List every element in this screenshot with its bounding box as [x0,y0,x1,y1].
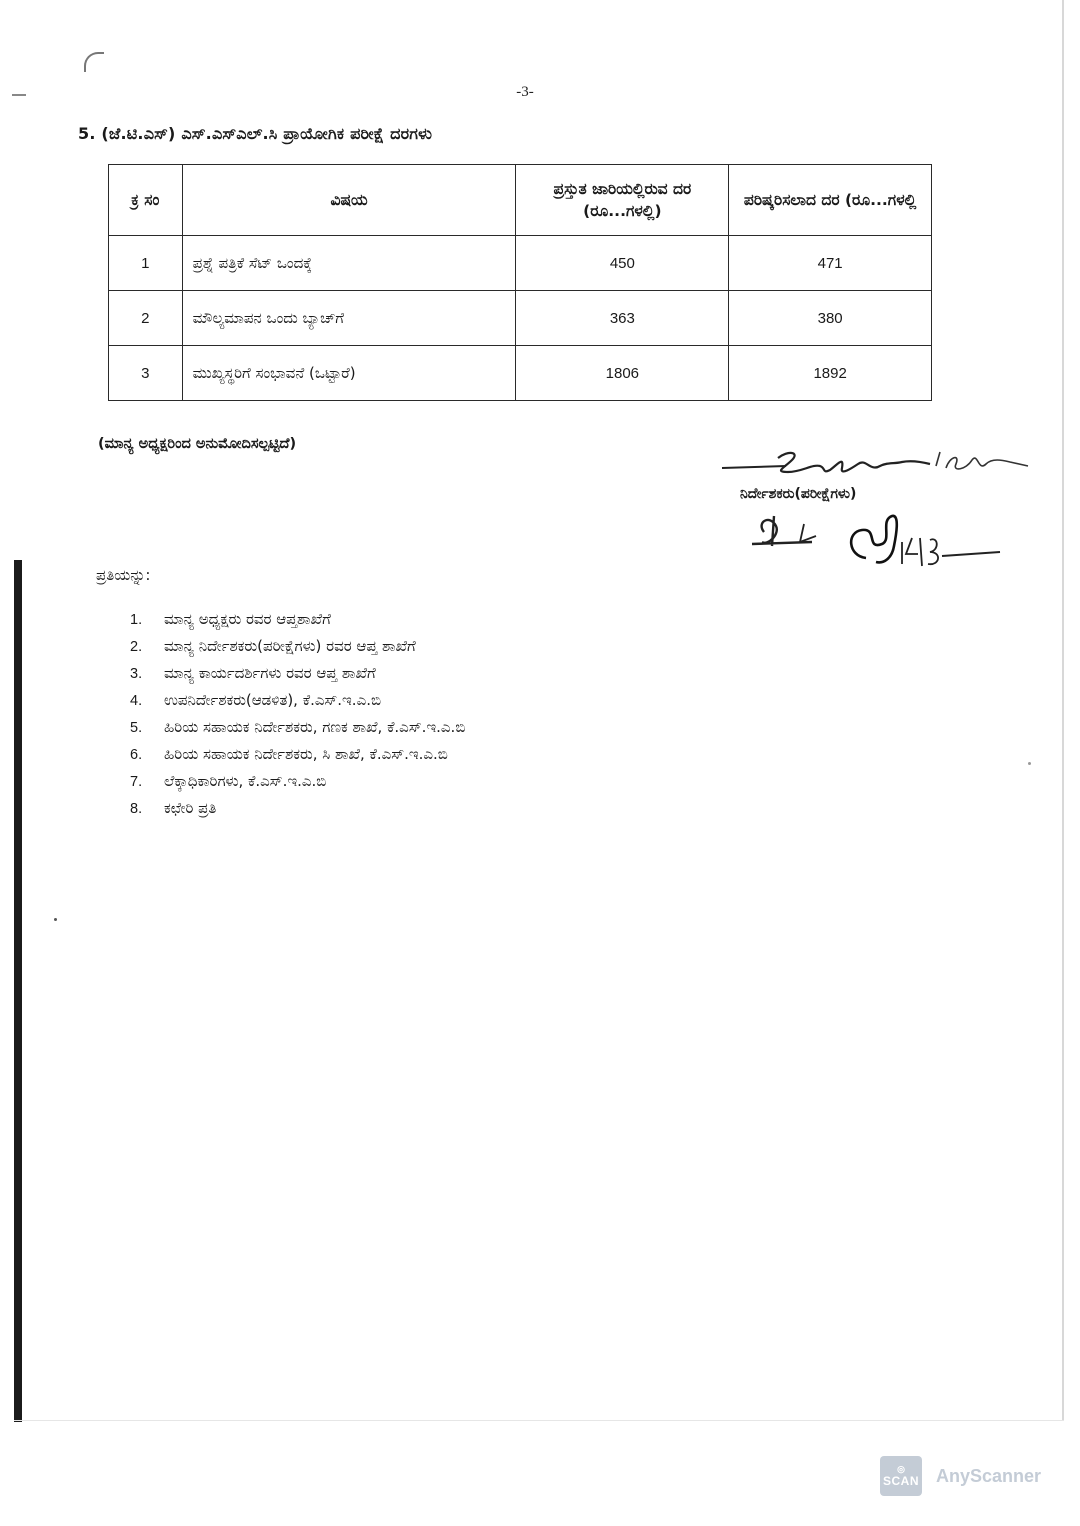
list-text: ಮಾನ್ಯ ನಿರ್ದೇಶಕರು(ಪರೀಕ್ಷೆಗಳು) ರವರ ಆಪ್ತ ಶಾಖೆಗೆ [164,637,416,655]
list-item [130,741,465,768]
list-text: ಹಿರಿಯ ಸಹಾಯಕ ನಿರ್ದೇಶಕರು, ಸಿ ಶಾಖೆ, ಕೆ.ಎಸ್.ಇ.ಎ.ಬಿ [164,745,448,763]
header-serial: ಕ್ರ ಸಂ [109,165,183,236]
cell-current-rate: 1806 [516,346,729,401]
list-text: ಉಪನಿರ್ದೇಶಕರು(ಆಡಳಿತ), ಕೆ.ಎಸ್.ಇ.ಎ.ಬಿ [164,691,382,709]
list-item [130,633,465,660]
cell-revised-rate: 380 [729,291,932,346]
table-row [109,236,932,291]
cell-revised-rate: 471 [729,236,932,291]
scan-edge-right [1062,0,1064,1420]
list-text: ಹಿರಿಯ ಸಹಾಯಕ ನಿರ್ದೇಶಕರು, ಗಣಕ ಶಾಖೆ, ಕೆ.ಎಸ್.ಇ.ಎ.ಬಿ [164,718,466,736]
list-index: 1. [130,612,143,628]
copy-to-label: ಪ್ರತಿಯನ್ನು: [96,566,151,584]
list-item [130,606,465,633]
table-row [109,346,932,401]
list-text: ಮಾನ್ಯ ಅಧ್ಯಕ್ಷರು ರವರ ಆಪ್ತಶಾಖೆಗೆ [164,610,331,628]
list-item [130,795,465,822]
list-index: 6. [130,747,143,763]
page-number: -3- [516,84,534,100]
staple-mark [84,52,104,72]
logo-dot-icon: ◎ [897,1464,905,1474]
scan-bottom-edge [14,1420,1064,1421]
list-text: ಮಾನ್ಯ ಕಾರ್ಯದರ್ಶಿಗಳು ರವರ ಆಪ್ತ ಶಾಖೆಗೆ [164,664,376,682]
cell-serial: 3 [109,346,183,401]
list-index: 2. [130,639,143,655]
margin-mark [12,94,26,96]
table-header-row [109,165,932,236]
cell-subject: ಪ್ರಶ್ನೆ ಪತ್ರಿಕೆ ಸೆಟ್ ಒಂದಕ್ಕೆ [182,236,516,291]
copy-to-list [130,606,465,822]
cell-serial: 1 [109,236,183,291]
list-index: 7. [130,774,143,790]
section-heading: 5. (ಜೆ.ಟಿ.ಎಸ್) ಎಸ್.ಎಸ್ಎಲ್.ಸಿ ಪ್ರಾಯೋಗಿಕ ಪರೀಕ್ಷೆ ದರಗಳು [78,124,433,143]
list-index: 5. [130,720,143,736]
scan-logo-icon [880,1456,922,1496]
table-row [109,291,932,346]
scan-edge-left [14,560,22,1422]
cell-serial: 2 [109,291,183,346]
approval-note: (ಮಾನ್ಯ ಅಧ್ಯಕ್ಷರಿಂದ ಅನುಮೋದಿಸಲ್ಪಟ್ಟಿದೆ) [98,436,297,452]
list-item [130,687,465,714]
list-index: 3. [130,666,143,682]
scanner-watermark [880,1456,1050,1496]
list-text: ಲೆಕ್ಕಾಧಿಕಾರಿಗಳು, ಕೆ.ಎಸ್.ಇ.ಎ.ಬಿ [164,772,327,790]
watermark-app-name: AnyScanner [936,1465,1042,1486]
list-item [130,768,465,795]
margin-dot [54,918,57,921]
logo-text: SCAN [882,1474,919,1488]
cell-subject: ಮುಖ್ಯಸ್ಥರಿಗೆ ಸಂಭಾವನೆ (ಒಟ್ಟಾರೆ) [182,346,516,401]
cell-revised-rate: 1892 [729,346,932,401]
list-item [130,714,465,741]
cell-current-rate: 363 [516,291,729,346]
header-revised-rate: ಪರಿಷ್ಕರಿಸಲಾದ ದರ (ರೂ...ಗಳಲ್ಲಿ [729,165,932,236]
margin-dot [1028,762,1031,765]
list-index: 4. [130,693,143,709]
list-text: ಕಛೇರಿ ಪ್ರತಿ [164,799,217,817]
rates-table [108,164,932,401]
header-subject: ವಿಷಯ [182,165,516,236]
list-index: 8. [130,801,143,817]
cell-current-rate: 450 [516,236,729,291]
cell-subject: ಮೌಲ್ಯಮಾಪನ ಒಂದು ಬ್ಯಾಚ್‌ಗೆ [182,291,516,346]
header-current-rate: ಪ್ರಸ್ತುತ ಜಾರಿಯಲ್ಲಿರುವ ದರ (ರೂ...ಗಳಲ್ಲಿ) [516,165,729,236]
list-item [130,660,465,687]
signatory-designation: ನಿರ್ದೇಶಕರು(ಪರೀಕ್ಷೆಗಳು) [740,486,857,502]
handwritten-signature [716,446,1046,586]
